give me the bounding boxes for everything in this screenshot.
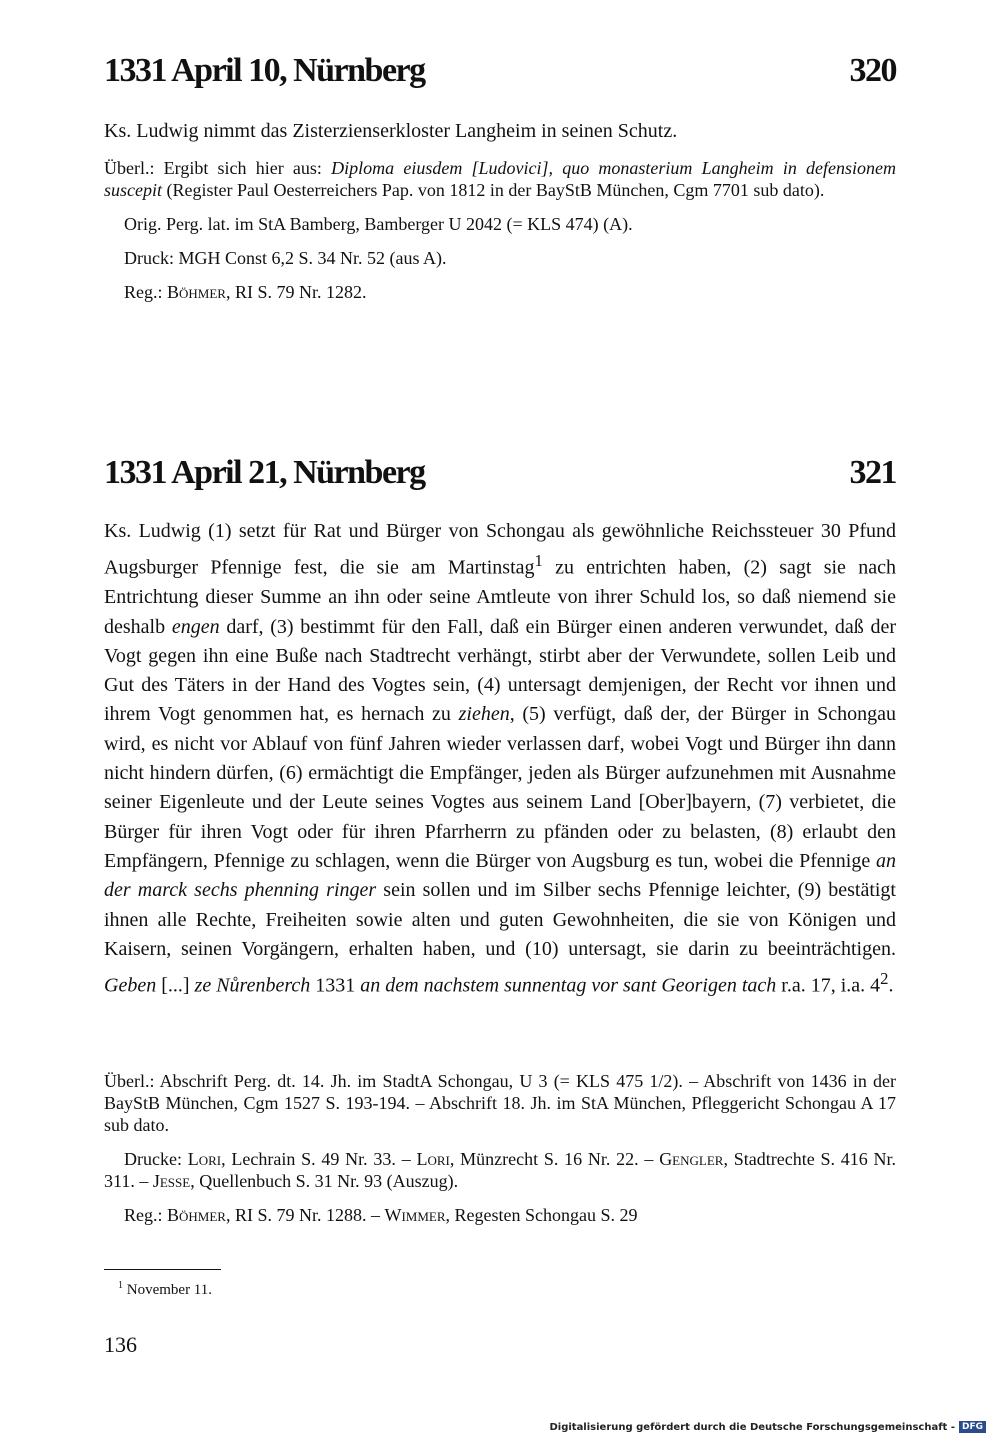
- digitization-credit: [549, 1421, 986, 1433]
- regest-summary: Ks. Ludwig nimmt das Zisterzienserkloster Langheim in seinen Schutz.: [104, 120, 678, 142]
- document-heading-321: [104, 454, 896, 492]
- regest-note: Reg.: Böhmer, RI S. 79 Nr. 1288. – Wimmer, Regesten Schongau S. 29: [124, 1205, 638, 1225]
- footnote-reference: 2: [880, 969, 889, 989]
- original-note: Orig. Perg. lat. im StA Bamberg, Bamberger U 2042 (= KLS 474) (A).: [124, 214, 633, 234]
- footnote-marker: 1: [118, 1280, 123, 1291]
- document-number: 320: [849, 52, 896, 89]
- document-date-place: 1331 April 21, Nürnberg: [104, 454, 425, 491]
- source-notes: [104, 157, 896, 303]
- footnote-divider: [104, 1269, 221, 1270]
- transmission-note: Überl.: Abschrift Perg. dt. 14. Jh. im StadtA Schongau, U 3 (= KLS 475 1/2). – Abschrift von 1436 in der BayStB München, Cgm 1527 S. 193-194. – Abschrift 18. Jh. im StA München, Pfleggericht Schongau A 17 sub dato.: [104, 1071, 896, 1135]
- document-date-place: 1331 April 10, Nürnberg: [104, 52, 425, 89]
- print-note: Druck: MGH Const 6,2 S. 34 Nr. 52 (aus A).: [124, 248, 447, 268]
- page-number: 136: [104, 1332, 137, 1357]
- transmission-note: Überl.: Ergibt sich hier aus: Diploma eiusdem [Ludovici], quo monasterium Langheim in defensionem suscepit (Register Paul Oesterreichers Pap. von 1812 in der BayStB München, Cgm 7701 sub dato).: [104, 158, 897, 200]
- source-notes: [104, 1070, 896, 1226]
- document-heading-320: [104, 52, 896, 90]
- dfg-logo: DFG: [959, 1421, 986, 1433]
- credit-text: Digitalisierung gefördert durch die Deutsche Forschungsgemeinschaft -: [549, 1421, 955, 1433]
- regest-summary: Ks. Ludwig (1) setzt für Rat und Bürger von Schongau als gewöhnliche Reichssteuer 30 Pfund Augsburger Pfennige fest, die sie am Martinstag$^1$ zu entrichten haben, (2) sagt sie nach Entrichtung dieser Summe an ihn oder seine Amtleute von ihrer Schuld los, so daß niemend sie deshalb engen darf, (3) bestimmt für den Fall, daß ein Bürger einen anderen verwundet, daß der Vogt gegen ihn eine Buße nach Stadtrecht verhängt, stirbt aber der Verwundete, sollen Leib und Gut des Täters in der Hand des Vogtes sein, (4) untersagt demjenigen, der Recht vor ihnen und ihrem Vogt genommen hat, es hernach zu ziehen, (5) verfügt, daß der, der Bürger in Schongau wird, es nicht vor Ablauf von fünf Jahren wieder verlassen darf, wobei Vogt und Bürger ihn dann nicht hindern dürfen, (6) ermächtigt die Empfänger, jeden als Bürger aufzunehmen mit Ausnahme seiner Eigenleute und der Leute seines Vogtes aus seinem Land [Ober]bayern, (7) verbietet, die Bürger für ihren Vogt oder für ihren Pfarrherrn zu pfänden oder zu belasten, (8) erlaubt den Empfängern, Pfennige zu schlagen, wenn die Bürger von Augsburg es tun, wobei die Pfennige an der marck sechs phenning ringer sein sollen und im Silber sechs Pfennige leichter, (9) bestätigt ihnen alle Rechte, Freiheiten sowie alten und guten Gewohnheiten, die sie von Königen und Kaisern, seinen Vorgängern, erhalten haben, und (10) untersagt, sie darin zu beeinträchtigen. Geben [...] ze Nůrenberch 1331 an dem nachstem sunnentag vor sant Georigen tach r.a. 17, i.a. $4^2$.: [104, 520, 897, 997]
- regest-note: Reg.: Böhmer, RI S. 79 Nr. 1282.: [124, 282, 367, 302]
- document-number: 321: [849, 454, 896, 491]
- footnote: $^1$ November 11.: [118, 1280, 213, 1298]
- footnote-reference: 1: [534, 551, 543, 571]
- print-note: Drucke: Lori, Lechrain S. 49 Nr. 33. – Lori, Münzrecht S. 16 Nr. 22. – Gengler, Stadtrechte S. 416 Nr. 311. – Jesse, Quellenbuch S. 31 Nr. 93 (Auszug).: [104, 1149, 897, 1191]
